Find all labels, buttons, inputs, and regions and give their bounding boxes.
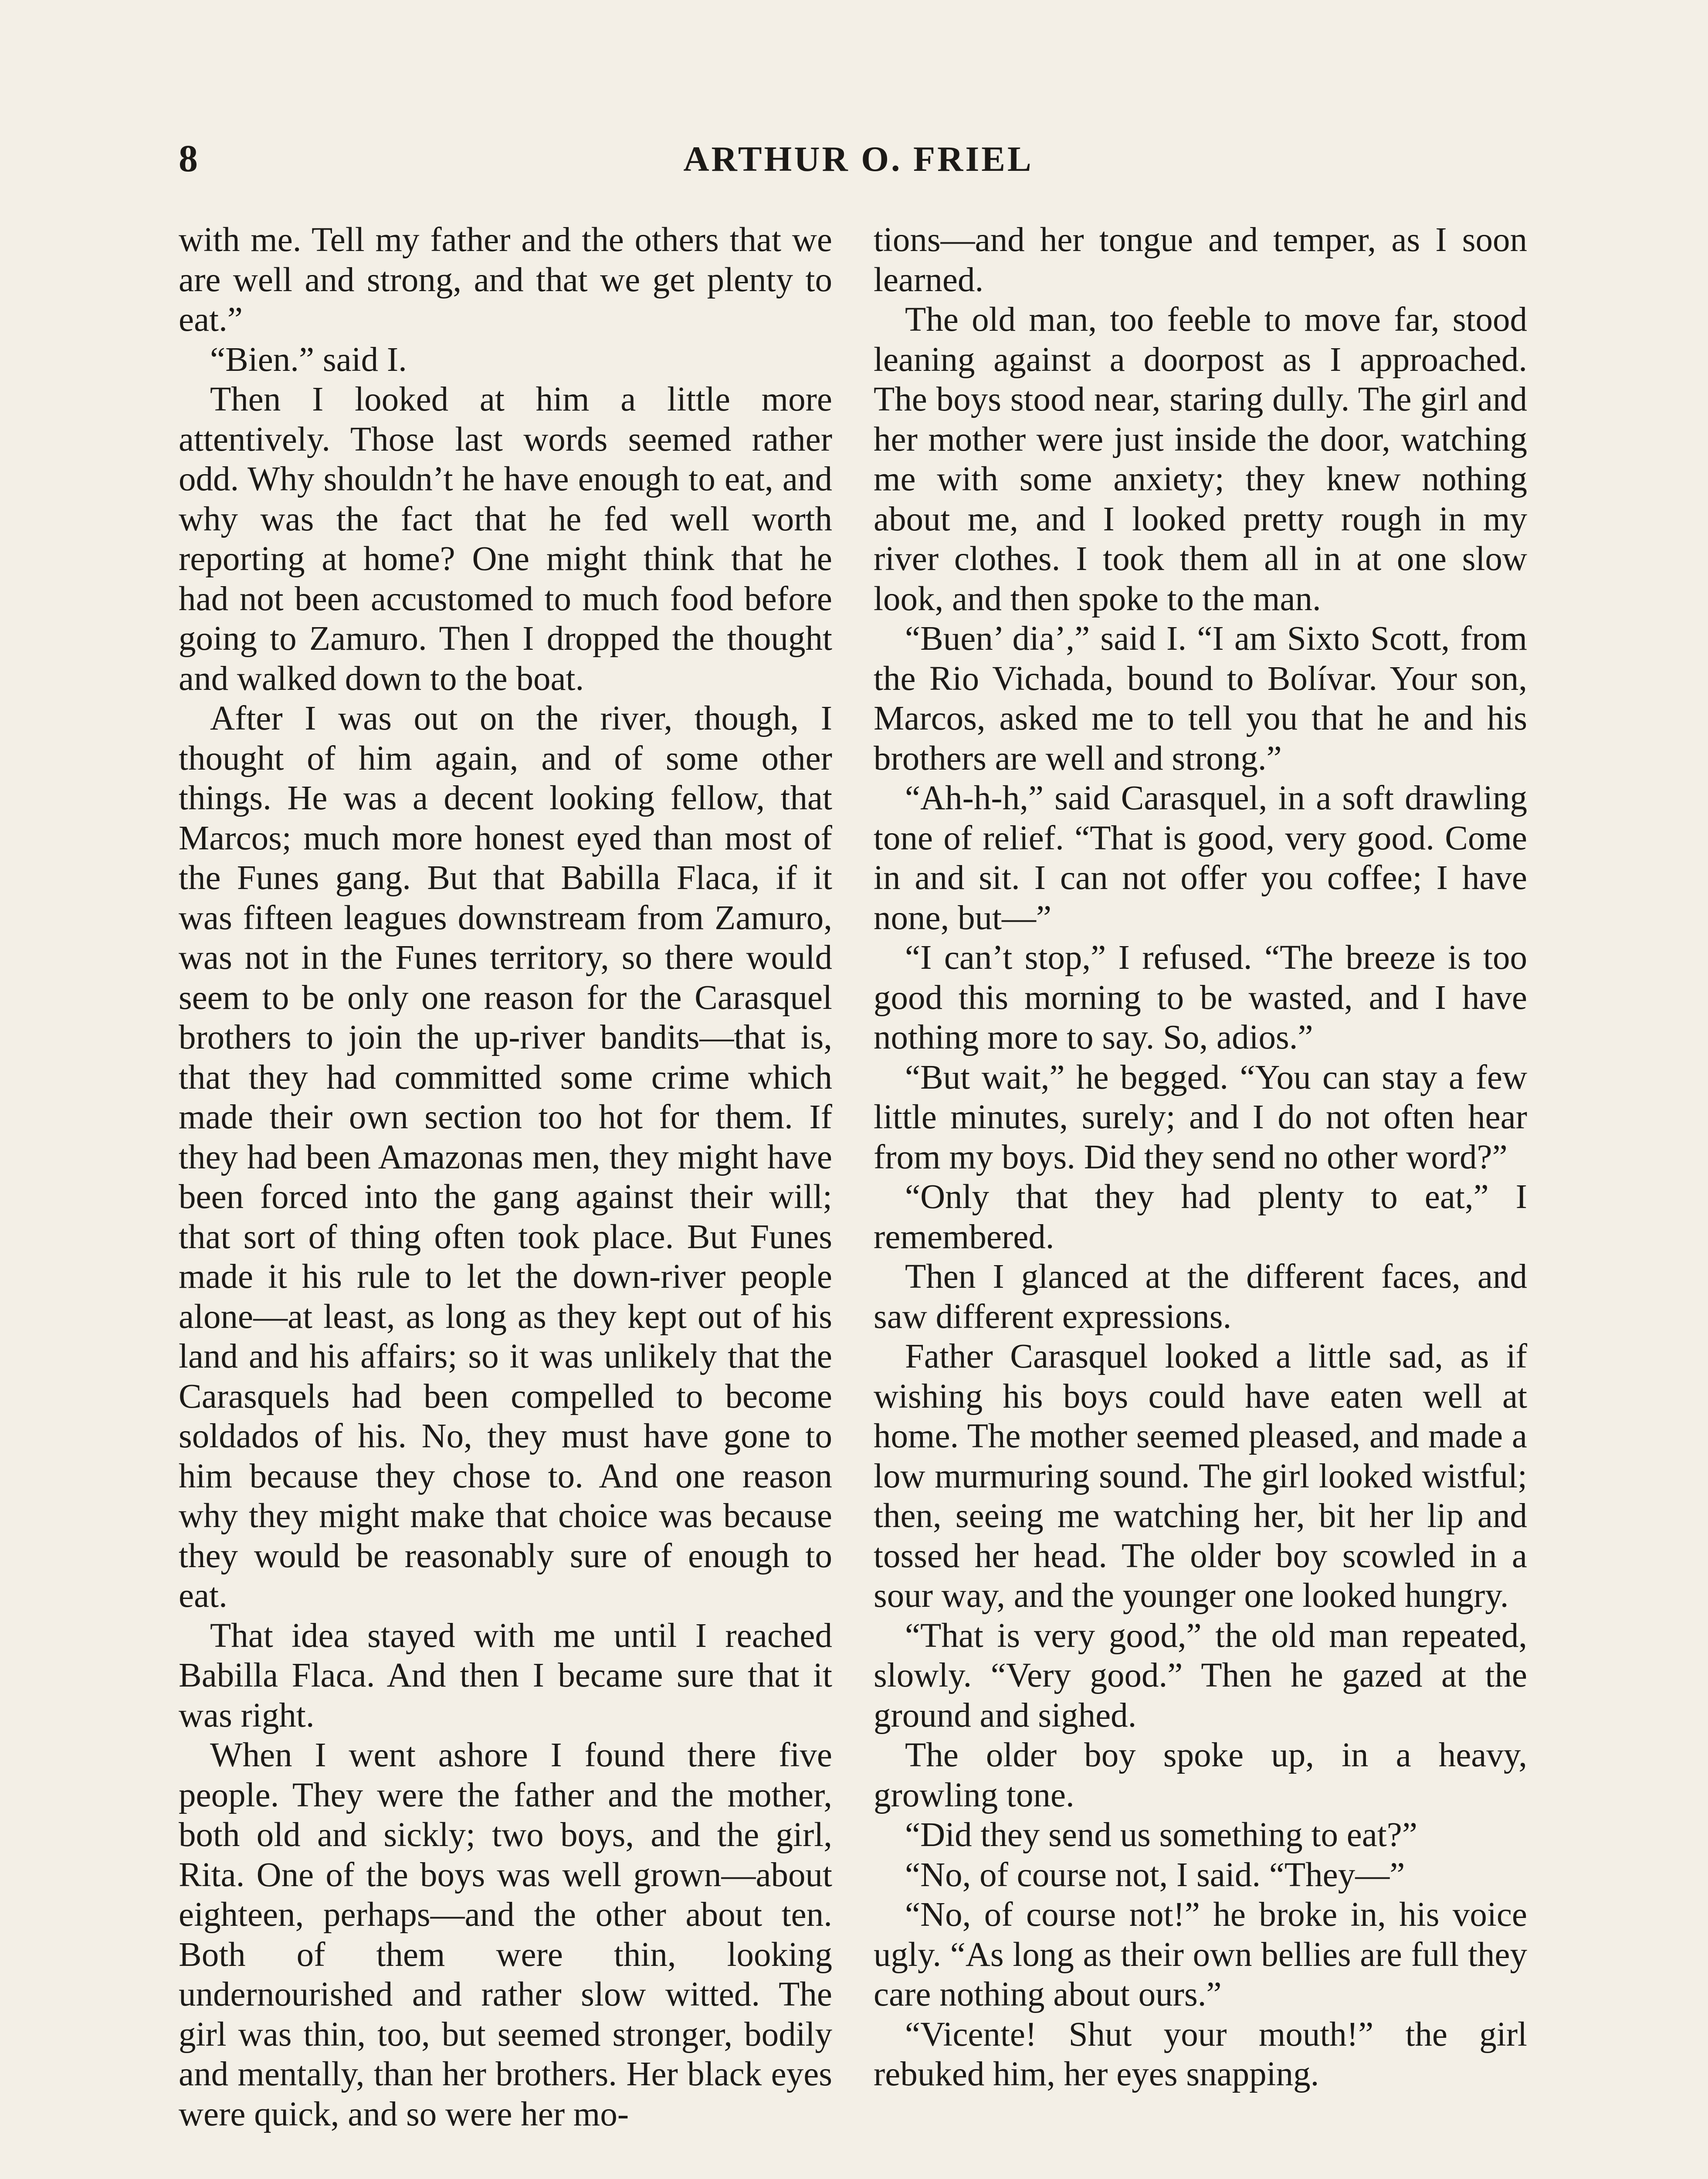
paragraph: “Only that they had plenty to eat,” I remembered. — [874, 1178, 1527, 1256]
page-number: 8 — [179, 138, 198, 180]
paragraph: “But wait,” he begged. “You can stay a few little minutes, surely; and I do not often hear from my boys. Did they send no other word?” — [874, 1058, 1527, 1176]
paragraph: When I went ashore I found there five people. They were the father and the mother, both old and sickly; two boys, and the girl, Rita. One of the boys was well grown—about eighteen, perhaps—and the other about ten. Both of them were thin, looking undernourished and rather slow witted. The girl was thin, too, but seemed stronger, bodily and mentally, than her brothers. Her black eyes were quick, and so were her mo- — [179, 1736, 832, 2133]
paragraph: “Did they send us something to eat?” — [905, 1816, 1417, 1854]
paragraph: “I can’t stop,” I refused. “The breeze is too good this morning to be wasted, and I have nothing more to say. So, adios.” — [874, 939, 1527, 1056]
paragraph: Father Carasquel looked a little sad, as if wishing his boys could have eaten well at home. The mother seemed pleased, and made a low murmuring sound. The girl looked wistful; then, seeing me watching her, bit her lip and tossed her head. The older boy scowled in a sour way, and the younger one looked hungry. — [874, 1337, 1527, 1615]
left-column — [179, 220, 832, 2134]
paragraph: Then I looked at him a little more attentively. Those last words seemed rather odd. Why shouldn’t he have enough to eat, and why was the fact that he fed well worth reporting at home? One might think that he had not been accustomed to much food before going to Zamuro. Then I dropped the thought and walked down to the boat. — [179, 380, 832, 698]
page-header — [179, 135, 1538, 187]
paragraph: “Vicente! Shut your mouth!” the girl rebuked him, her eyes snapping. — [874, 2015, 1527, 2093]
paragraph: with me. Tell my father and the others that we are well and strong, and that we get plenty to eat.” — [179, 221, 832, 339]
paragraph: “Bien.” said I. — [210, 340, 407, 379]
paragraph: “Ah-h-h,” said Carasquel, in a soft drawling tone of relief. “That is good, very good. Come in and sit. I can not offer you coffee; I have none, but—” — [874, 779, 1527, 937]
paragraph: After I was out on the river, though, I thought of him again, and of some other things. He was a decent looking fellow, that Marcos; much more honest eyed than most of the Funes gang. But that Babilla Flaca, if it was fifteen leagues downstream from Zamuro, was not in the Funes territory, so there would seem to be only one reason for the Carasquel brothers to join the up-river bandits—that is, that they had committed some crime which made their own section too hot for them. If they had been Amazonas men, they might have been forced into the gang against their will; that sort of thing often took place. But Funes made it his rule to let the down-river people alone—at least, as long as they kept out of his land and his affairs; so it was unlikely that the Carasquels had been compelled to become soldados of his. No, they must have gone to him because they chose to. And one reason why they might make that choice was because they would be reasonably sure of enough to eat. — [179, 699, 832, 1615]
paragraph: “That is very good,” the old man repeated, slowly. “Very good.” Then he gazed at the ground and sighed. — [874, 1616, 1527, 1734]
paragraph: “No, of course not!” he broke in, his voice ugly. “As long as their own bellies are full they care nothing about ours.” — [874, 1896, 1527, 2013]
paragraph: The old man, too feeble to move far, stood leaning against a doorpost as I approached. The boys stood near, staring dully. The girl and her mother were just inside the door, watching me with some anxiety; they knew nothing about me, and I looked pretty rough in my river clothes. I took them all in at one slow look, and then spoke to the man. — [874, 301, 1527, 618]
paragraph: That idea stayed with me until I reached Babilla Flaca. And then I became sure that it was right. — [179, 1616, 832, 1734]
paragraph: The older boy spoke up, in a heavy, growling tone. — [874, 1736, 1527, 1814]
right-column — [874, 220, 1527, 2094]
running-head: ARTHUR O. FRIEL — [683, 139, 1034, 179]
paragraph: “No, of course not, I said. “They—” — [905, 1856, 1405, 1894]
paragraph: Then I glanced at the different faces, and saw different expressions. — [874, 1258, 1527, 1336]
paragraph: tions—and her tongue and temper, as I soon learned. — [874, 221, 1527, 299]
paragraph: “Buen’ dia’,” said I. “I am Sixto Scott, from the Rio Vichada, bound to Bolívar. Your son, Marcos, asked me to tell you that he and his brothers are well and strong.” — [874, 620, 1527, 777]
